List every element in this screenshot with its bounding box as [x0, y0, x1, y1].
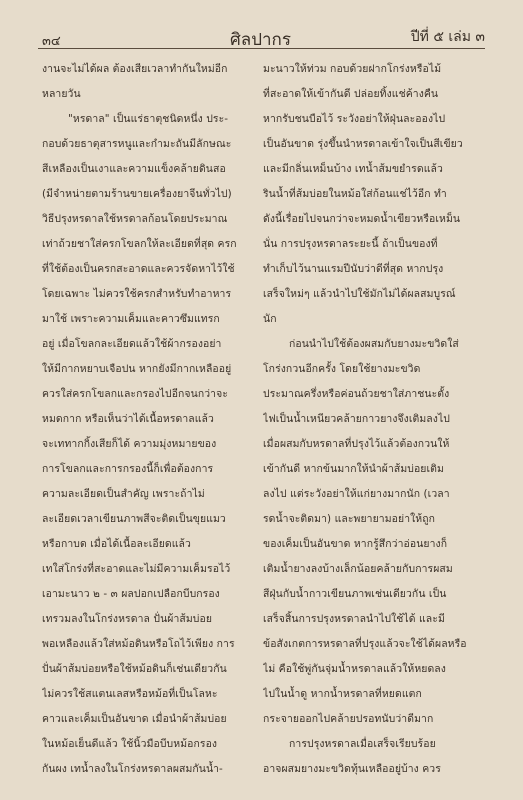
text-line: กันผง เทน้ำลงในโกร่งหรดาลผสมกันน้ำ- — [42, 763, 223, 775]
header-rule — [38, 48, 485, 49]
text-line: สีฝุ่นกับน้ำกาวเขียนภาพเช่นเดียวกัน เป็น — [263, 588, 447, 600]
text-line: เทรวมลงในโกร่งหรดาล ปั่นผ้าส้มบ่อย — [42, 613, 213, 625]
text-line: ปั่นผ้าส้มบ่อยหรือใช้หม้อดินก็เช่นเดียวกัน — [42, 663, 227, 675]
text-line: หมดกาก หรือเห็นว่าได้เนื้อหรดาลแล้ว — [42, 413, 214, 425]
text-line: เสร็จสิ้นการปรุงหรดาลนำไปใช้ได้ และมี — [263, 613, 445, 625]
text-line: คาวและเค็มเป็นอันขาด เมื่อนำผ้าส้มบ่อย — [42, 713, 227, 725]
text-line: ประมาณครึ่งหรือค่อนถ้วยชาใส่ภาชนะตั้ง — [263, 388, 450, 400]
text-line: เมื่อผสมกับหรดาลที่ปรุงไว้แล้วต้องกวนให้ — [263, 438, 450, 450]
text-line: โกร่งกวนอีกครั้ง โดยใช้ยางมะขวิด — [263, 363, 421, 375]
text-line: ความละเอียดเป็นสำคัญ เพราะถ้าไม่ — [42, 488, 205, 500]
text-line: สีเหลืองเป็นเงาและความแข็งคล้ายดินสอ — [42, 163, 226, 175]
page-number: ๓๔ — [42, 34, 61, 49]
text-line: ละเอียดเวลาเขียนภาพสีจะติดเป็นขุยแมว — [42, 513, 226, 525]
text-line: มาใช้ เพราะความเค็มและคาวซึมแทรก — [42, 313, 220, 325]
text-line: อาจผสมยางมะขวิดทุ้นเหลืออยู่บ้าง ควร — [263, 763, 441, 775]
magazine-title: ศิลปากร — [230, 30, 291, 50]
text-line: ของเค็มเป็นอันขาด หากรู้สึกว่าอ่อนยางก็ — [263, 538, 448, 550]
text-line: งานจะไม่ได้ผล ต้องเสียเวลาทำกันใหม่อีก — [42, 63, 228, 75]
text-line: ทำเก็บไว้นานแรมปีนับว่าดีที่สุด หากปรุง — [263, 263, 444, 275]
text-line: กอบด้วยธาตุสารหนูและกำมะถันมีลักษณะ — [42, 138, 232, 150]
text-line: เท่าถ้วยชาใส่ครกโขลกให้ละเอียดที่สุด ครก — [42, 238, 237, 250]
text-line: เข้ากันดี หากข้นมากให้นำผ้าส้มบ่อยเติม — [263, 463, 444, 475]
text-line: ให้มีกากหยาบเจือปน หากยังมีกากเหลืออยู่ — [42, 363, 232, 375]
left-text-column — [42, 57, 257, 782]
text-line: ไปในน้ำดู หากน้ำหรดาลที่หยดแตก — [263, 688, 422, 700]
text-line: การโขลกและการกรองนี้ก็เพื่อต้องการ — [42, 463, 214, 475]
text-line: รดน้ำจะติดมา) และพยายามอย่าให้ถูก — [263, 513, 436, 525]
text-line: ที่ใช้ต้องเป็นครกสะอาดและควรจัดหาไว้ใช้ — [42, 263, 235, 275]
text-line: ลงไป แต่ระวังอย่าให้แก่ยางมากนัก (เวลา — [263, 488, 450, 500]
right-text-column — [263, 57, 481, 782]
text-line: และมีกลิ่นเหม็นบ้าง เทน้ำส้มขยำรดแล้ว — [263, 163, 443, 175]
text-line: เอามะนาว ๒ - ๓ ผลปอกเปลือกบีบกรอง — [42, 588, 220, 600]
text-line: ดังนี้เรื่อยไปจนกว่าจะหมดน้ำเขียวหรือเหม็น — [263, 213, 461, 225]
text-line: ที่สะอาดให้เข้ากันดี ปล่อยทิ้งแช่ค้างคืน — [263, 88, 439, 100]
text-line: (มีจำหน่ายตามร้านขายเครื่องยาจีนทั่วไป) — [42, 188, 232, 200]
text-line: วิธีปรุงหรดาลใช้หรดาลก้อนโดยประมาณ — [42, 213, 228, 225]
text-line: ควรใส่ครกโขลกและกรองไปอีกจนกว่าจะ — [42, 388, 228, 400]
text-line: ไฟเป็นน้ำเหนียวคล้ายกาวยางจึงเติมลงไป — [263, 413, 450, 425]
text-line: เป็นอันขาด รุ่งขึ้นนำหรดาลเข้าใจเป็นสีเขียว — [263, 138, 463, 150]
text-line: นัก — [263, 313, 277, 325]
text-line: อยู่ เมื่อโขลกละเอียดแล้วใช้ผ้ากรองอย่า — [42, 338, 222, 350]
text-line: มะนาวให้ท่วม กอบด้วยฝากโกร่งหรือไม้ — [263, 63, 442, 75]
text-line: ข้อสังเกตการหรดาลที่ปรุงแล้วจะใช้ได้ผลหรือ — [263, 638, 467, 650]
text-line: ไม่ คือใช้พู่กันจุ่มน้ำหรดาลแล้วให้หยดลง — [263, 663, 446, 675]
text-line: เติมน้ำยางลงบ้างเล็กน้อยคล้ายกับการผสม — [263, 563, 453, 575]
text-line: กระจายออกไปคล้ายปรอทนับว่าดีมาก — [263, 713, 434, 725]
text-line: หลายวัน — [42, 88, 81, 100]
text-line: ไม่ควรใช้สแตนเลสหรือหม้อที่เป็นโลหะ — [42, 688, 218, 700]
text-line: รินน้ำที่ส้มบ่อยในหม้อใส่ก้อนแช่ไว้อีก ทำ — [263, 188, 447, 200]
text-line: นั่น การปรุงหรดาลระยะนี้ ถ้าเป็นของที่ — [263, 238, 438, 250]
text-line: เสร็จใหม่ๆ แล้วนำไปใช้มักไม่ได้ผลสมบูรณ์ — [263, 288, 456, 300]
text-line: ในหม้อเย็นดีแล้ว ใช้นิ้วมือบีบหม้อกรอง — [42, 738, 218, 750]
text-line: เทใส่โกร่งที่สะอาดและไม่มีความเค็มรอไว้ — [42, 563, 231, 575]
text-line: จะเททากกิ้งเสียก็ได้ ความมุ่งหมายของ — [42, 438, 217, 450]
issue-label: ปีที่ ๕ เล่ม ๓ — [410, 29, 485, 45]
page-header — [0, 8, 523, 48]
text-line: พอเหลืองแล้วใส่หม้อดินหรือโถไว้เพียง การ — [42, 638, 235, 650]
text-line: โดยเฉพาะ ไม่ควรใช้ครกสำหรับทำอาหาร — [42, 288, 232, 300]
text-line: การปรุงหรดาลเมื่อเสร็จเรียบร้อย — [289, 738, 436, 750]
text-line: หากรับชนบือไว้ ระวังอย่าให้ฝุ่นละอองไป — [263, 113, 446, 125]
text-line: หรือกาบด เมื่อได้เนื้อละเอียดแล้ว — [42, 538, 191, 550]
text-line: "หรดาล" เป็นแร่ธาตุชนิดหนึ่ง ประ- — [68, 113, 229, 125]
text-line: ก่อนนำไปใช้ต้องผสมกับยางมะขวิดใส่ — [289, 338, 459, 350]
